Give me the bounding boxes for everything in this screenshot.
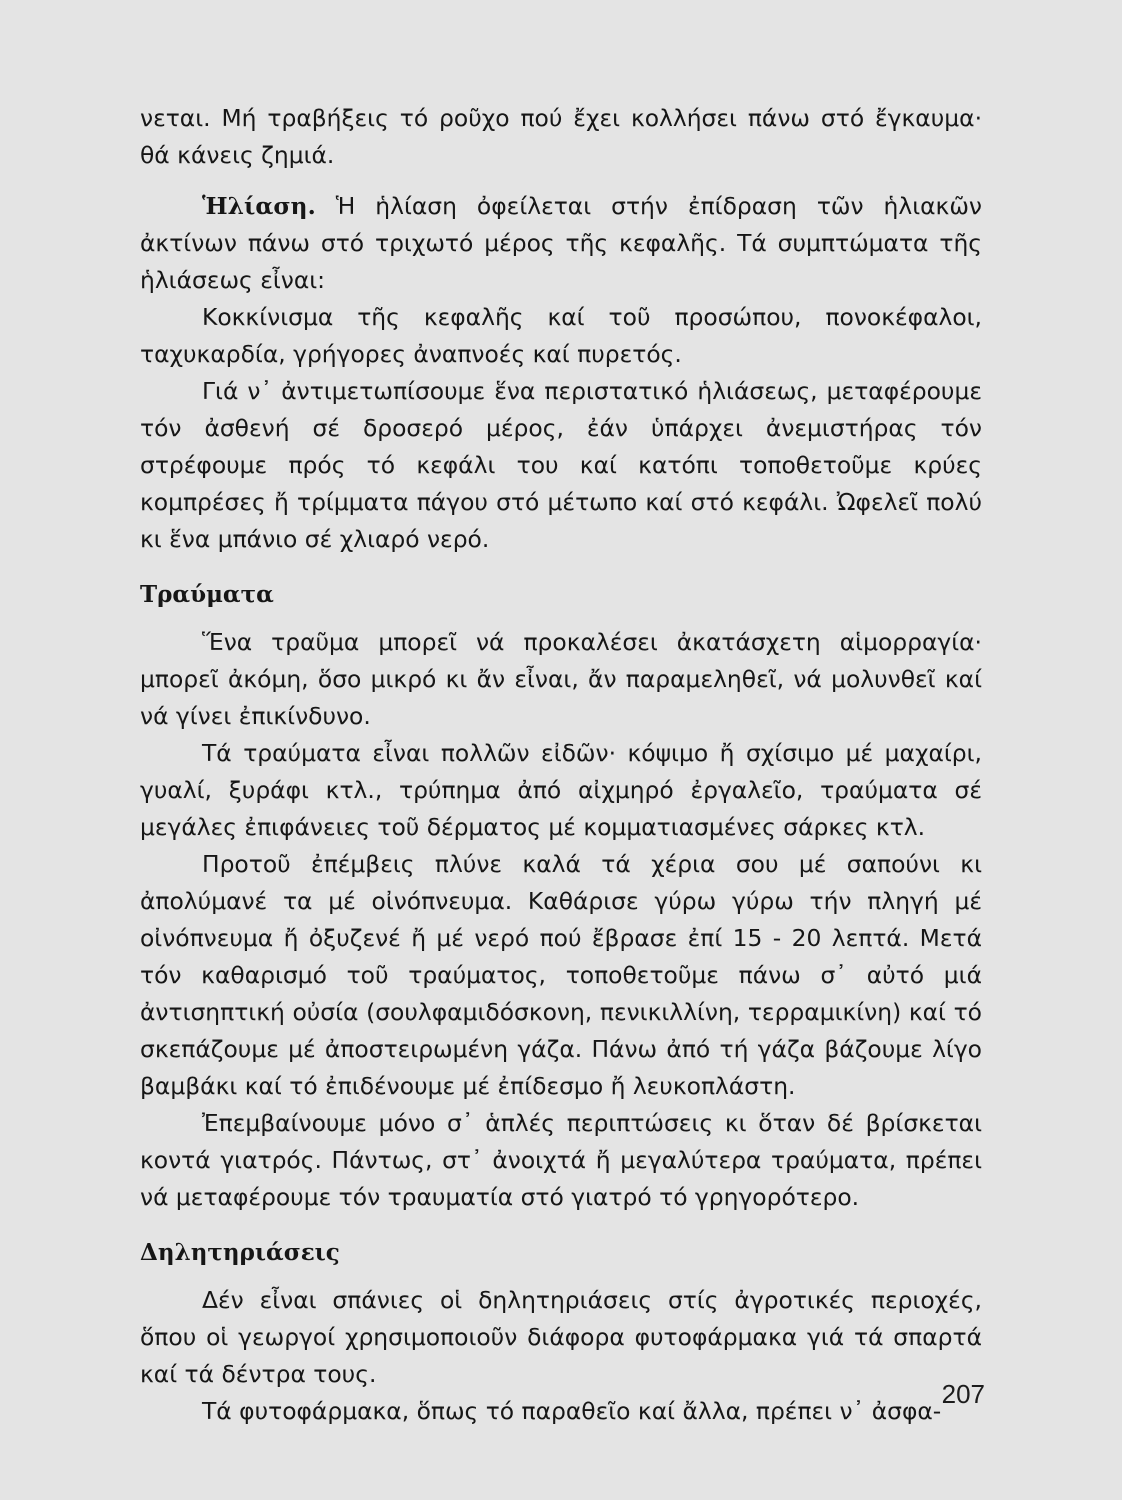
heatstroke-lead-term: Ἡλίαση. [202, 192, 316, 220]
wounds-paragraph: Ἕνα τραῦμα μπορεῖ νά προκαλέσει ἀκατάσχετη αἱμορραγία· μπορεῖ ἀκόμη, ὅσο μικρό κι ἄν εἶναι, ἄν παραμεληθεῖ, νά μολυνθεῖ καί νά γίνει ἐπικίνδυνο. [140, 628, 982, 730]
heatstroke-intro-text: Ἡ ἡλίαση ὀφείλεται στήν ἐπίδραση τῶν ἡλιακῶν ἀκτίνων πάνω στό τριχωτό μέρος τῆς κεφαλῆς. Τά συμπτώματα τῆς ἡλιάσεως εἶναι: [140, 192, 982, 294]
text-column [140, 100, 982, 1430]
poisoning-paragraph: Δέν εἶναι σπάνιες οἱ δηλητηριάσεις στίς ἀγροτικές περιοχές, ὅπου οἱ γεωργοί χρησιμοποιοῦν διάφορα φυτοφάρμακα γιά τά σπαρτά καί τά δέντρα τους. [140, 1286, 982, 1388]
wounds-heading: Τραύματα [140, 581, 274, 608]
poisoning-heading: Δηλητηριάσεις [140, 1239, 340, 1266]
wounds-paragraph: Προτοῦ ἐπέμβεις πλύνε καλά τά χέρια σου μέ σαπούνι κι ἀπολύμανέ τα μέ οἰνόπνευμα. Καθάρισε γύρω γύρω τήν πληγή μέ οἰνόπνευμα ἤ ὀξυζενέ ἤ μέ νερό πού ἔβρασε ἐπί 15 - 20 λεπτά. Μετά τόν καθαρισμό τοῦ τραύματος, τοποθετοῦμε πάνω σ᾽ αὐτό μιά ἀντισηπτική οὐσία (σουλφαμιδόσκονη, πενικιλλίνη, τερραμικίνη) καί τό σκεπάζουμε μέ ἀποστειρωμένη γάζα. Πάνω ἀπό τή γάζα βάζουμε λίγο βαμβάκι καί τό ἐπιδένουμε μέ ἐπίδεσμο ἤ λευκοπλάστη. [140, 850, 982, 1100]
heatstroke-treatment-paragraph: Γιά ν᾽ ἀντιμετωπίσουμε ἕνα περιστατικό ἡλιάσεως, μεταφέρουμε τόν ἀσθενή σέ δροσερό μέρος, ἐάν ὑπάρχει ἀνεμιστήρας τόν στρέφουμε πρός τό κεφάλι του καί κατόπι τοποθετοῦμε κρύες κομπρέσες ἤ τρίμματα πάγου στό μέτωπο καί στό κεφάλι. Ὠφελεῖ πολύ κι ἕνα μπάνιο σέ χλιαρό νερό. [140, 377, 982, 553]
wounds-paragraph: Ἐπεμβαίνουμε μόνο σ᾽ ἁπλές περιπτώσεις κι ὅταν δέ βρίσκεται κοντά γιατρός. Πάντως, στ᾽ ἀνοιχτά ἤ μεγαλύτερα τραύματα, πρέπει νά μεταφέρουμε τόν τραυματία στό γιατρό τό γρηγορότερο. [140, 1109, 982, 1211]
poisoning-paragraph: Τά φυτοφάρμακα, ὅπως τό παραθεῖο καί ἄλλα, πρέπει ν᾽ ἀσφα- [202, 1397, 942, 1425]
heatstroke-symptoms-paragraph: Κοκκίνισμα τῆς κεφαλῆς καί τοῦ προσώπου, πονοκέφαλοι, ταχυκαρδία, γρήγορες ἀναπνοές καί πυρετός. [140, 303, 982, 368]
heatstroke-intro-paragraph [140, 188, 982, 299]
wounds-paragraph: Τά τραύματα εἶναι πολλῶν εἰδῶν· κόψιμο ἤ σχίσιμο μέ μαχαίρι, γυαλί, ξυράφι κτλ., τρύπημα ἀπό αἰχμηρό ἐργαλεῖο, τραύματα σέ μεγάλες ἐπιφάνειες τοῦ δέρματος μέ κομματιασμένες σάρκες κτλ. [140, 739, 982, 841]
continuation-paragraph: νεται. Μή τραβήξεις τό ροῦχο πού ἔχει κολλήσει πάνω στό ἔγκαυμα· θά κάνεις ζημιά. [140, 104, 982, 169]
page-number: 207 [941, 1379, 985, 1409]
